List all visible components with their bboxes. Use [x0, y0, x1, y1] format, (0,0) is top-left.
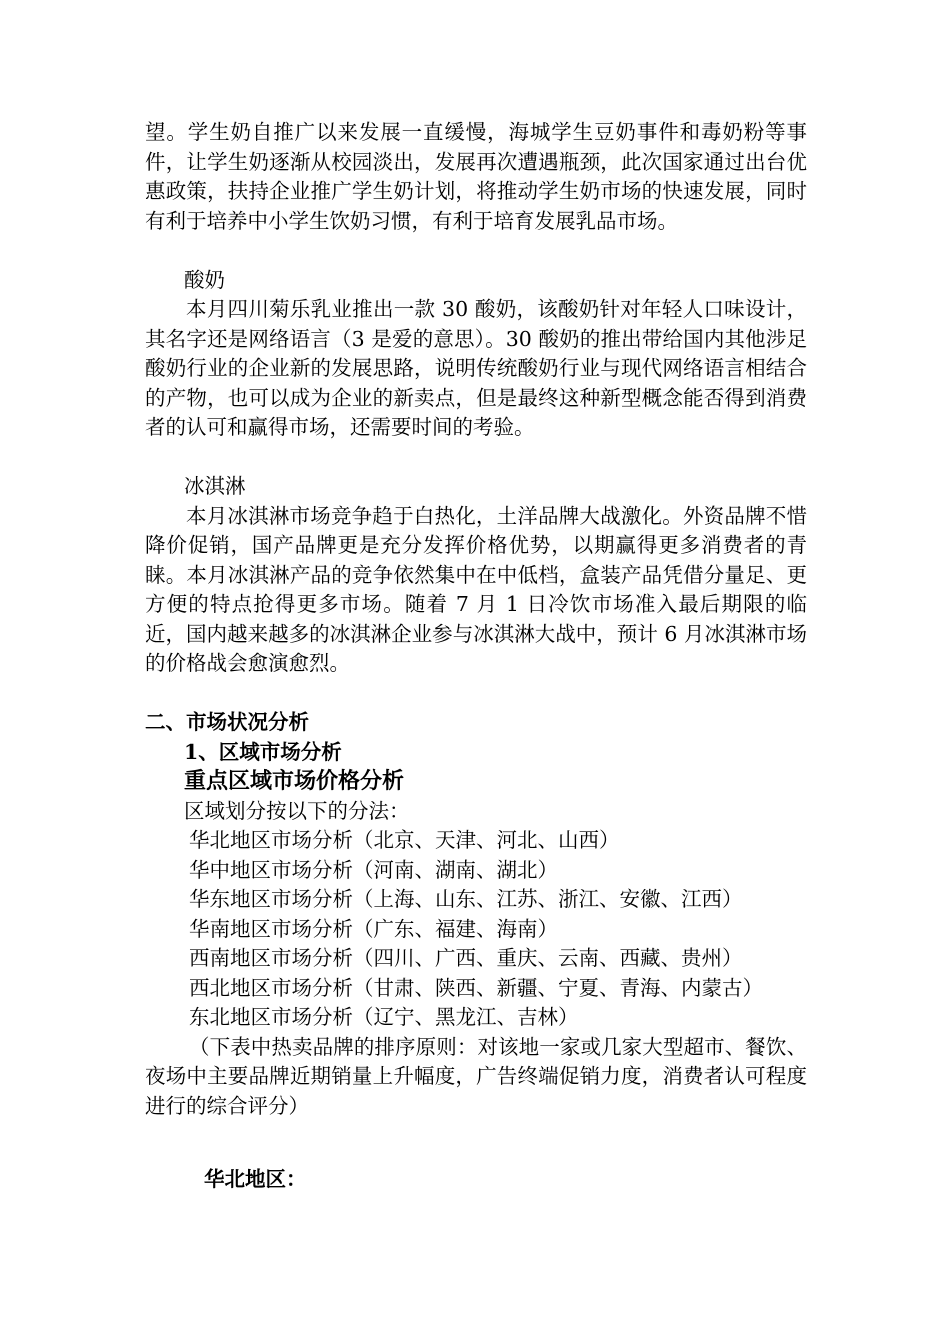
- region-east-china: 华东地区市场分析（上海、山东、江苏、浙江、安徽、江西）: [189, 887, 743, 911]
- region-north-china: 华北地区市场分析（北京、天津、河北、山西）: [189, 828, 620, 852]
- spacer: [145, 236, 807, 266]
- division-intro: 区域划分按以下的分法：: [184, 798, 410, 823]
- spacer: [145, 443, 807, 473]
- document-page: [145, 118, 807, 1194]
- region-southwest-china: 西南地区市场分析（四川、广西、重庆、云南、西藏、贵州）: [189, 946, 743, 970]
- ranking-note: （下表中热卖品牌的排序原则：对该地一家或几家大型超市、餐饮、夜场中主要品牌近期销量上升幅度，广告终端促销力度，消费者认可程度进行的综合评分）: [145, 1034, 807, 1118]
- yogurt-paragraph: 本月四川菊乐乳业推出一款 30 酸奶，该酸奶针对年轻人口味设计，其名字还是网络语言（3 是爱的意思）。30 酸奶的推出带给国内其他涉足酸奶行业的企业新的发展思路，说明传统酸奶行业与现代网络语言相结合的产物，也可以成为企业的新卖点，但是最终这种新型概念能否得到消费者的认可和赢得市场，还需要时间的考验。: [145, 297, 807, 439]
- region-central-china: 华中地区市场分析（河南、湖南、湖北）: [189, 857, 558, 882]
- subsection-subheading: 重点区域市场价格分析: [184, 768, 405, 794]
- spacer: [145, 679, 807, 709]
- region-south-china: 华南地区市场分析（广东、福建、海南）: [189, 916, 558, 941]
- north-china-heading: 华北地区：: [204, 1166, 307, 1191]
- section-heading: 二、市场状况分析: [145, 710, 309, 734]
- icecream-heading: 冰淇淋: [184, 474, 246, 498]
- yogurt-heading: 酸奶: [184, 267, 225, 292]
- region-northwest-china: 西北地区市场分析（甘肃、陕西、新疆、宁夏、青海、内蒙古）: [189, 975, 763, 1000]
- icecream-paragraph: 本月冰淇淋市场竞争趋于白热化，土洋品牌大战激化。外资品牌不惜降价促销，国产品牌更是充分发挥价格优势，以期赢得更多消费者的青睐。本月冰淇淋产品的竞争依然集中在中低档，盒装产品凭借分量足、更方便的特点抢得更多市场。随着 7 月 1 日冷饮市场准入最后期限的临近，国内越来越多的冰淇淋企业参与冰淇淋大战中，预计 6 月冰淇淋市场的价格战会愈演愈烈。: [145, 503, 807, 675]
- spacer: [145, 1121, 807, 1151]
- region-northeast-china: 东北地区市场分析（辽宁、黑龙江、吉林）: [189, 1005, 579, 1029]
- intro-paragraph: 望。学生奶自推广以来发展一直缓慢，海城学生豆奶事件和毒奶粉等事件，让学生奶逐渐从校园淡出，发展再次遭遇瓶颈，此次国家通过出台优惠政策，扶持企业推广学生奶计划，将推动学生奶市场的快速发展，同时有利于培养中小学生饮奶习惯，有利于培育发展乳品市场。: [145, 120, 807, 233]
- subsection-heading: 1、区域市场分析: [184, 739, 342, 764]
